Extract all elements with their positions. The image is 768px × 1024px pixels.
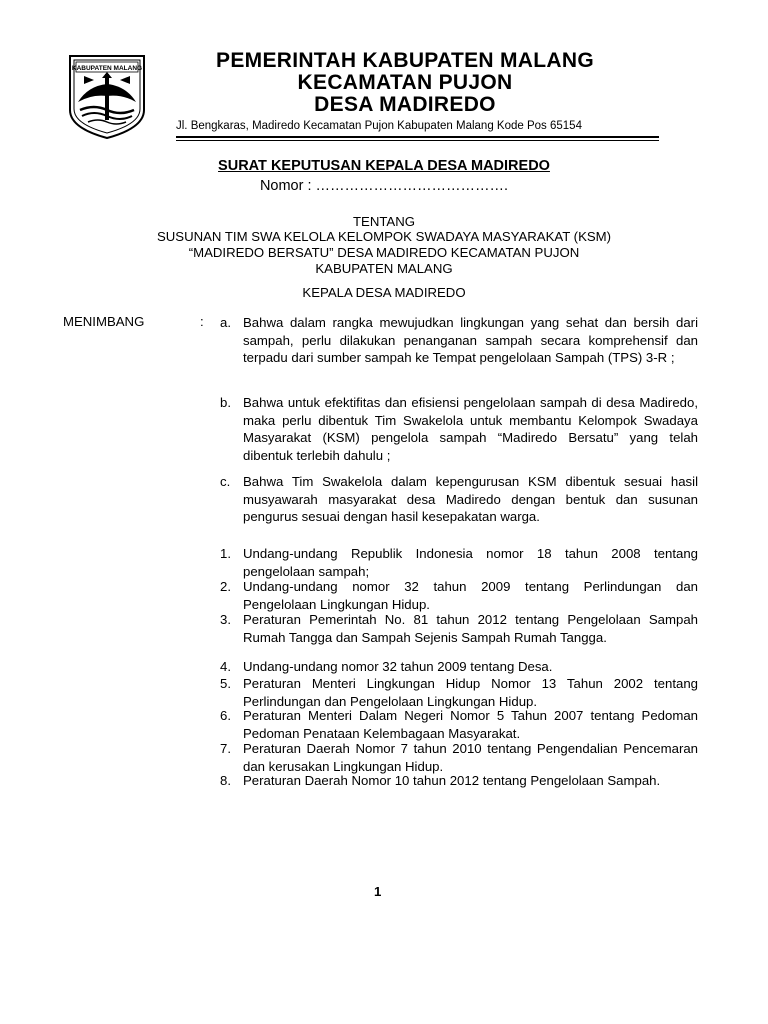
decree-subject bbox=[60, 229, 708, 277]
legal-basis-item-6 bbox=[220, 707, 698, 742]
list-marker: 6. bbox=[220, 708, 231, 723]
decree-subject-line: KABUPATEN MALANG bbox=[315, 261, 453, 276]
list-item-text: Undang-undang Republik Indonesia nomor 18 tahun 2008 tentang pengelolaan sampah; bbox=[243, 546, 698, 579]
decree-issuer: KEPALA DESA MADIREDO bbox=[302, 285, 466, 300]
legal-basis-item-2 bbox=[220, 578, 698, 613]
regency-emblem-logo bbox=[64, 52, 150, 140]
list-item-text: Peraturan Menteri Dalam Negeri Nomor 5 Tahun 2007 tentang Pedoman Pedoman Penataan Kelembagaan Masyarakat. bbox=[243, 708, 698, 741]
list-marker: b. bbox=[220, 395, 231, 410]
legal-basis-item-4 bbox=[220, 658, 698, 676]
considering-item-c bbox=[220, 473, 698, 526]
list-item-text: Bahwa Tim Swakelola dalam kepengurusan KSM dibentuk sesuai hasil musyawarah masyarakat desa Madiredo dengan bentuk dan susunan pengurus sesuai dengan hasil kesepakatan warga. bbox=[243, 474, 698, 525]
list-marker: 2. bbox=[220, 579, 231, 594]
considering-label: MENIMBANG bbox=[63, 314, 145, 329]
letterhead bbox=[160, 50, 650, 116]
legal-basis-item-7 bbox=[220, 740, 698, 775]
list-item-text: Peraturan Daerah Nomor 10 tahun 2012 tentang Pengelolaan Sampah. bbox=[243, 773, 661, 788]
list-item-text: Undang-undang nomor 32 tahun 2009 tentang Perlindungan dan Pengelolaan Lingkungan Hidup. bbox=[243, 579, 698, 612]
list-marker: 3. bbox=[220, 612, 231, 627]
letterhead-line-1: PEMERINTAH KABUPATEN MALANG bbox=[216, 49, 594, 72]
logo-caption: KABUPATEN MALANG bbox=[71, 65, 143, 72]
list-item-text: Bahwa untuk efektifitas dan efisiensi pengelolaan sampah di desa Madiredo, maka perlu dibentuk Tim Swakelola untuk membantu Kelompok Swadaya Masyarakat (KSM) pengelola sampah “Madiredo Bersatu” yang telah dibentuk terlebih dahulu ; bbox=[243, 395, 698, 463]
considering-item-b bbox=[220, 394, 698, 464]
list-item-text: Bahwa dalam rangka mewujudkan lingkungan yang sehat dan bersih dari sampah, perlu dilakukan penanganan sampah secara komprehensif dan terpadu dari sumber sampah ke Tempat pengelolaan Sampah (TPS) 3-R ; bbox=[243, 315, 698, 366]
legal-basis-item-3 bbox=[220, 611, 698, 646]
legal-basis-item-8 bbox=[220, 772, 698, 790]
list-marker: 8. bbox=[220, 773, 231, 788]
list-marker: c. bbox=[220, 474, 231, 489]
letterhead-divider-thin bbox=[176, 140, 659, 141]
legal-basis-item-1 bbox=[220, 545, 698, 580]
page-number: 1 bbox=[374, 884, 382, 899]
list-marker: 1. bbox=[220, 546, 231, 561]
list-marker: 4. bbox=[220, 659, 231, 674]
decree-about-label: TENTANG bbox=[352, 214, 416, 229]
decree-subject-line: SUSUNAN TIM SWA KELOLA KELOMPOK SWADAYA MASYARAKAT (KSM) bbox=[156, 229, 612, 244]
decree-number: Nomor : …………………………………. bbox=[259, 178, 509, 194]
letterhead-address: Jl. Bengkaras, Madiredo Kecamatan Pujon Kabupaten Malang Kode Pos 65154 bbox=[176, 120, 582, 132]
list-marker: 7. bbox=[220, 741, 231, 756]
decree-title: SURAT KEPUTUSAN KEPALA DESA MADIREDO bbox=[218, 158, 550, 174]
considering-colon: : bbox=[200, 314, 204, 329]
letterhead-line-3: DESA MADIREDO bbox=[314, 93, 496, 116]
list-item-text: Undang-undang nomor 32 tahun 2009 tentang Desa. bbox=[243, 659, 553, 674]
letterhead-divider-thick bbox=[176, 136, 659, 138]
letterhead-line-2: KECAMATAN PUJON bbox=[297, 71, 513, 94]
list-item-text: Peraturan Daerah Nomor 7 tahun 2010 tentang Pengendalian Pencemaran dan kerusakan Lingkungan Hidup. bbox=[243, 741, 698, 774]
list-item-text: Peraturan Pemerintah No. 81 tahun 2012 tentang Pengelolaan Sampah Rumah Tangga dan Sampah Sejenis Sampah Rumah Tangga. bbox=[243, 612, 698, 645]
list-item-text: Peraturan Menteri Lingkungan Hidup Nomor 13 Tahun 2002 tentang Perlindungan dan Pengelolaan Lingkungan Hidup. bbox=[243, 676, 698, 709]
list-marker: a. bbox=[220, 315, 231, 330]
considering-item-a bbox=[220, 314, 698, 367]
decree-subject-line: “MADIREDO BERSATU” DESA MADIREDO KECAMATAN PUJON bbox=[188, 245, 580, 260]
legal-basis-item-5 bbox=[220, 675, 698, 710]
list-marker: 5. bbox=[220, 676, 231, 691]
